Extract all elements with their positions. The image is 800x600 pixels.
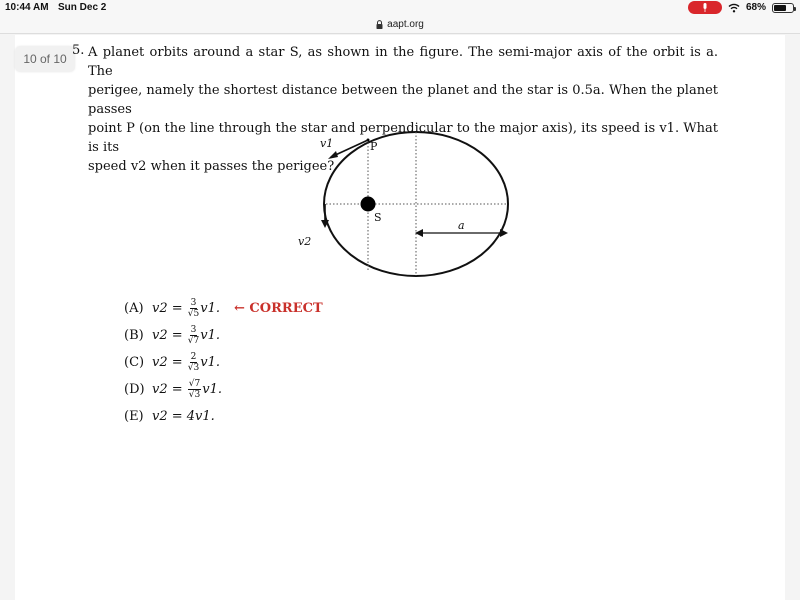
- fraction-denominator: √5: [187, 309, 200, 319]
- microphone-icon: [702, 3, 708, 12]
- choice-label: (A): [124, 301, 144, 316]
- fraction-denominator: √3: [187, 363, 200, 373]
- fraction-numerator: 3: [190, 325, 197, 335]
- correct-annotation: ← CORRECT: [234, 301, 323, 316]
- label-v1: v1: [320, 137, 334, 150]
- choice-label: (D): [124, 382, 145, 397]
- choice-lhs: v2 =: [152, 328, 183, 343]
- battery-percent: 68%: [745, 2, 766, 13]
- choice-c: [124, 349, 323, 376]
- fraction-denominator: √7: [187, 336, 200, 346]
- choice-fraction: [188, 352, 199, 373]
- choice-label: (E): [124, 409, 144, 424]
- question-line-1: A planet orbits around a star S, as shown in the figure. The semi-major axis of the orbit is a. The: [88, 45, 718, 79]
- question-line-3: point P (on the line through the star and perpendicular to the major axis), its speed is v1. What is its: [88, 121, 718, 155]
- choice-lhs: v2 =: [152, 301, 183, 316]
- recording-indicator[interactable]: [688, 1, 722, 14]
- status-bar: [0, 0, 800, 16]
- fraction-denominator: √3: [188, 390, 201, 400]
- fraction-numerator: 3: [190, 298, 197, 308]
- lock-icon: [376, 20, 383, 29]
- choice-lhs: v2 =: [152, 355, 183, 370]
- choice-a: [124, 295, 323, 322]
- battery-icon: [772, 3, 794, 13]
- status-date: Sun Dec 2: [58, 2, 107, 13]
- choice-rhs: v1.: [200, 328, 220, 343]
- question-line-2: perigee, namely the shortest distance between the planet and the star is 0.5a. When the planet passes: [88, 83, 718, 117]
- choice-label: (C): [124, 355, 145, 370]
- choice-fraction: [188, 325, 199, 346]
- battery-fill: [774, 5, 786, 11]
- choice-lhs: v2 = 4v1.: [152, 409, 215, 424]
- choice-rhs: v1.: [202, 382, 222, 397]
- star-s: [361, 197, 376, 212]
- v1-arrowhead: [328, 151, 338, 159]
- url-text[interactable]: aapt.org: [387, 19, 424, 30]
- status-right: [688, 1, 794, 14]
- choice-e: [124, 403, 323, 430]
- label-a: a: [458, 219, 465, 232]
- question-line-4: speed v2 when it passes the perigee?: [88, 159, 335, 174]
- choice-d: [124, 376, 323, 403]
- choice-b: [124, 322, 323, 349]
- answer-choices: [124, 295, 323, 430]
- label-v2: v2: [298, 235, 312, 248]
- choice-label: (B): [124, 328, 144, 343]
- label-p: P: [370, 140, 378, 153]
- question-number: 5.: [72, 43, 85, 58]
- choice-fraction: [188, 379, 201, 400]
- status-time: 10:44 AM: [5, 2, 49, 13]
- choice-lhs: v2 =: [152, 382, 183, 397]
- choice-fraction: [188, 298, 199, 319]
- semi-major-right-head: [500, 229, 508, 237]
- fraction-numerator: √7: [188, 379, 201, 389]
- orbit-figure: [290, 125, 530, 285]
- label-s: S: [374, 211, 382, 224]
- page-counter: 10 of 10: [15, 46, 75, 72]
- wifi-icon: [728, 3, 740, 13]
- choice-rhs: v1.: [200, 301, 220, 316]
- fraction-numerator: 2: [190, 352, 197, 362]
- address-bar[interactable]: [0, 16, 800, 34]
- choice-rhs: v1.: [200, 355, 220, 370]
